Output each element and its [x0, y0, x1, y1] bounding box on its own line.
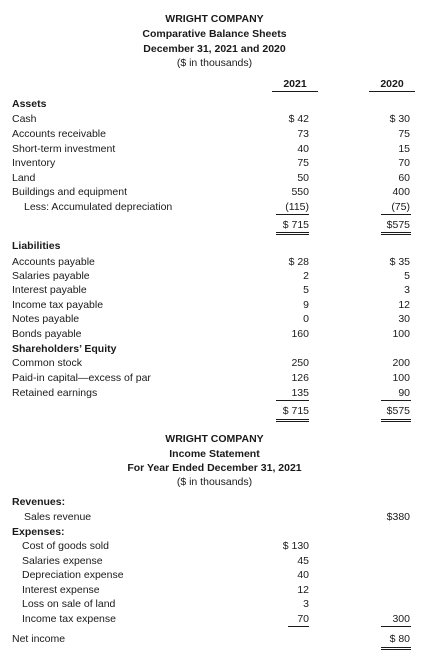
liability-label: Bonds payable	[12, 328, 82, 340]
bs-units: ($ in thousands)	[176, 57, 253, 69]
expense-value: 3	[303, 598, 309, 610]
liability-value-2021: $ 28	[288, 256, 309, 268]
equity-value-2021: 250	[291, 357, 309, 369]
expense-label: Income tax expense	[22, 613, 116, 625]
asset-value-2020: 15	[398, 143, 410, 155]
asset-value-2020: 75	[398, 128, 410, 140]
asset-value-2021: $ 42	[288, 113, 309, 125]
asset-label: Land	[12, 172, 36, 184]
total-le-2021: $ 715	[282, 405, 309, 417]
rule	[288, 626, 309, 627]
equity-value-2021: 126	[291, 372, 309, 384]
liability-value-2021: 5	[303, 284, 309, 296]
expense-value: 12	[297, 584, 309, 596]
expense-value: 40	[297, 569, 309, 581]
liability-label: Notes payable	[12, 313, 80, 325]
double-rule	[381, 647, 411, 648]
double-rule	[381, 649, 411, 650]
col-2020-underline	[369, 91, 415, 92]
liability-label: Income tax payable	[12, 299, 104, 311]
bs-company-name: WRIGHT COMPANY	[165, 13, 264, 25]
double-rule	[276, 234, 309, 235]
asset-label: Accounts receivable	[12, 128, 106, 140]
assets-heading: Assets	[12, 98, 47, 110]
rule	[381, 626, 411, 627]
equity-heading: Shareholders’ Equity	[12, 343, 117, 355]
expense-label: Loss on sale of land	[22, 598, 116, 610]
liability-label: Interest payable	[12, 284, 87, 296]
bs-title: Comparative Balance Sheets	[142, 28, 287, 40]
asset-label: Cash	[12, 113, 37, 125]
equity-label: Paid-in capital—excess of par	[12, 372, 151, 384]
liability-label: Accounts payable	[12, 256, 95, 268]
liability-value-2021: 9	[303, 299, 309, 311]
asset-label: Less: Accumulated depreciation	[24, 201, 173, 213]
equity-label: Retained earnings	[12, 387, 98, 399]
double-rule	[276, 232, 309, 233]
total-le-2020: $575	[386, 405, 410, 417]
liability-value-2021: 160	[291, 328, 309, 340]
liability-value-2020: 100	[392, 328, 410, 340]
asset-value-2021: 550	[291, 186, 309, 198]
col-2021-underline	[272, 91, 318, 92]
is-units: ($ in thousands)	[176, 476, 253, 488]
equity-value-2021: 135	[291, 387, 309, 399]
double-rule	[381, 232, 411, 233]
liability-value-2020: 3	[404, 284, 410, 296]
equity-value-2020: 200	[392, 357, 410, 369]
asset-value-2021: 40	[297, 143, 309, 155]
liability-value-2020: 5	[404, 270, 410, 282]
double-rule	[381, 419, 411, 420]
asset-value-2021: (115)	[285, 201, 309, 213]
is-company-name: WRIGHT COMPANY	[165, 433, 264, 445]
asset-value-2020: 400	[392, 186, 410, 198]
bs-date: December 31, 2021 and 2020	[143, 43, 286, 55]
expense-label: Interest expense	[22, 584, 100, 596]
expense-value: 70	[297, 613, 309, 625]
liability-label: Salaries payable	[12, 270, 90, 282]
asset-label: Inventory	[12, 157, 56, 169]
rule	[276, 214, 309, 215]
double-rule	[381, 234, 411, 235]
asset-value-2020: 60	[398, 172, 410, 184]
expense-label: Salaries expense	[22, 555, 103, 567]
liability-value-2020: $ 35	[389, 256, 410, 268]
asset-value-2021: 75	[297, 157, 309, 169]
total-assets-2020: $575	[386, 219, 410, 231]
expense-label: Depreciation expense	[22, 569, 124, 581]
double-rule	[381, 421, 411, 422]
expense-value: $ 130	[282, 540, 309, 552]
liability-value-2020: 30	[398, 313, 410, 325]
col-header-2020: 2020	[380, 78, 404, 90]
revenues-heading: Revenues:	[12, 496, 66, 508]
liability-value-2020: 12	[398, 299, 410, 311]
col-header-2021: 2021	[283, 78, 307, 90]
rule	[381, 214, 411, 215]
asset-label: Buildings and equipment	[12, 186, 127, 198]
rule	[276, 400, 309, 401]
net-income-label: Net income	[12, 633, 66, 645]
equity-label: Common stock	[12, 357, 83, 369]
asset-value-2021: 73	[297, 128, 309, 140]
is-title: Income Statement	[169, 448, 260, 460]
total-expenses-value: 300	[392, 613, 410, 625]
equity-value-2020: 100	[392, 372, 410, 384]
net-income-value: $ 80	[389, 633, 410, 645]
expenses-heading: Expenses:	[12, 526, 65, 538]
expense-value: 45	[297, 555, 309, 567]
asset-value-2020: 70	[398, 157, 410, 169]
asset-label: Short-term investment	[12, 143, 116, 155]
asset-value-2021: 50	[297, 172, 309, 184]
sales-revenue-value: $380	[386, 511, 410, 523]
liabilities-heading: Liabilities	[12, 240, 61, 252]
is-period: For Year Ended December 31, 2021	[127, 462, 302, 474]
rule	[381, 400, 411, 401]
double-rule	[276, 419, 309, 420]
asset-value-2020: $ 30	[389, 113, 410, 125]
double-rule	[276, 421, 309, 422]
liability-value-2021: 0	[303, 313, 309, 325]
liability-value-2021: 2	[303, 270, 309, 282]
total-assets-2021: $ 715	[282, 219, 309, 231]
sales-revenue-label: Sales revenue	[24, 511, 92, 523]
asset-value-2020: (75)	[391, 201, 410, 213]
expense-label: Cost of goods sold	[22, 540, 109, 552]
equity-value-2020: 90	[398, 387, 410, 399]
